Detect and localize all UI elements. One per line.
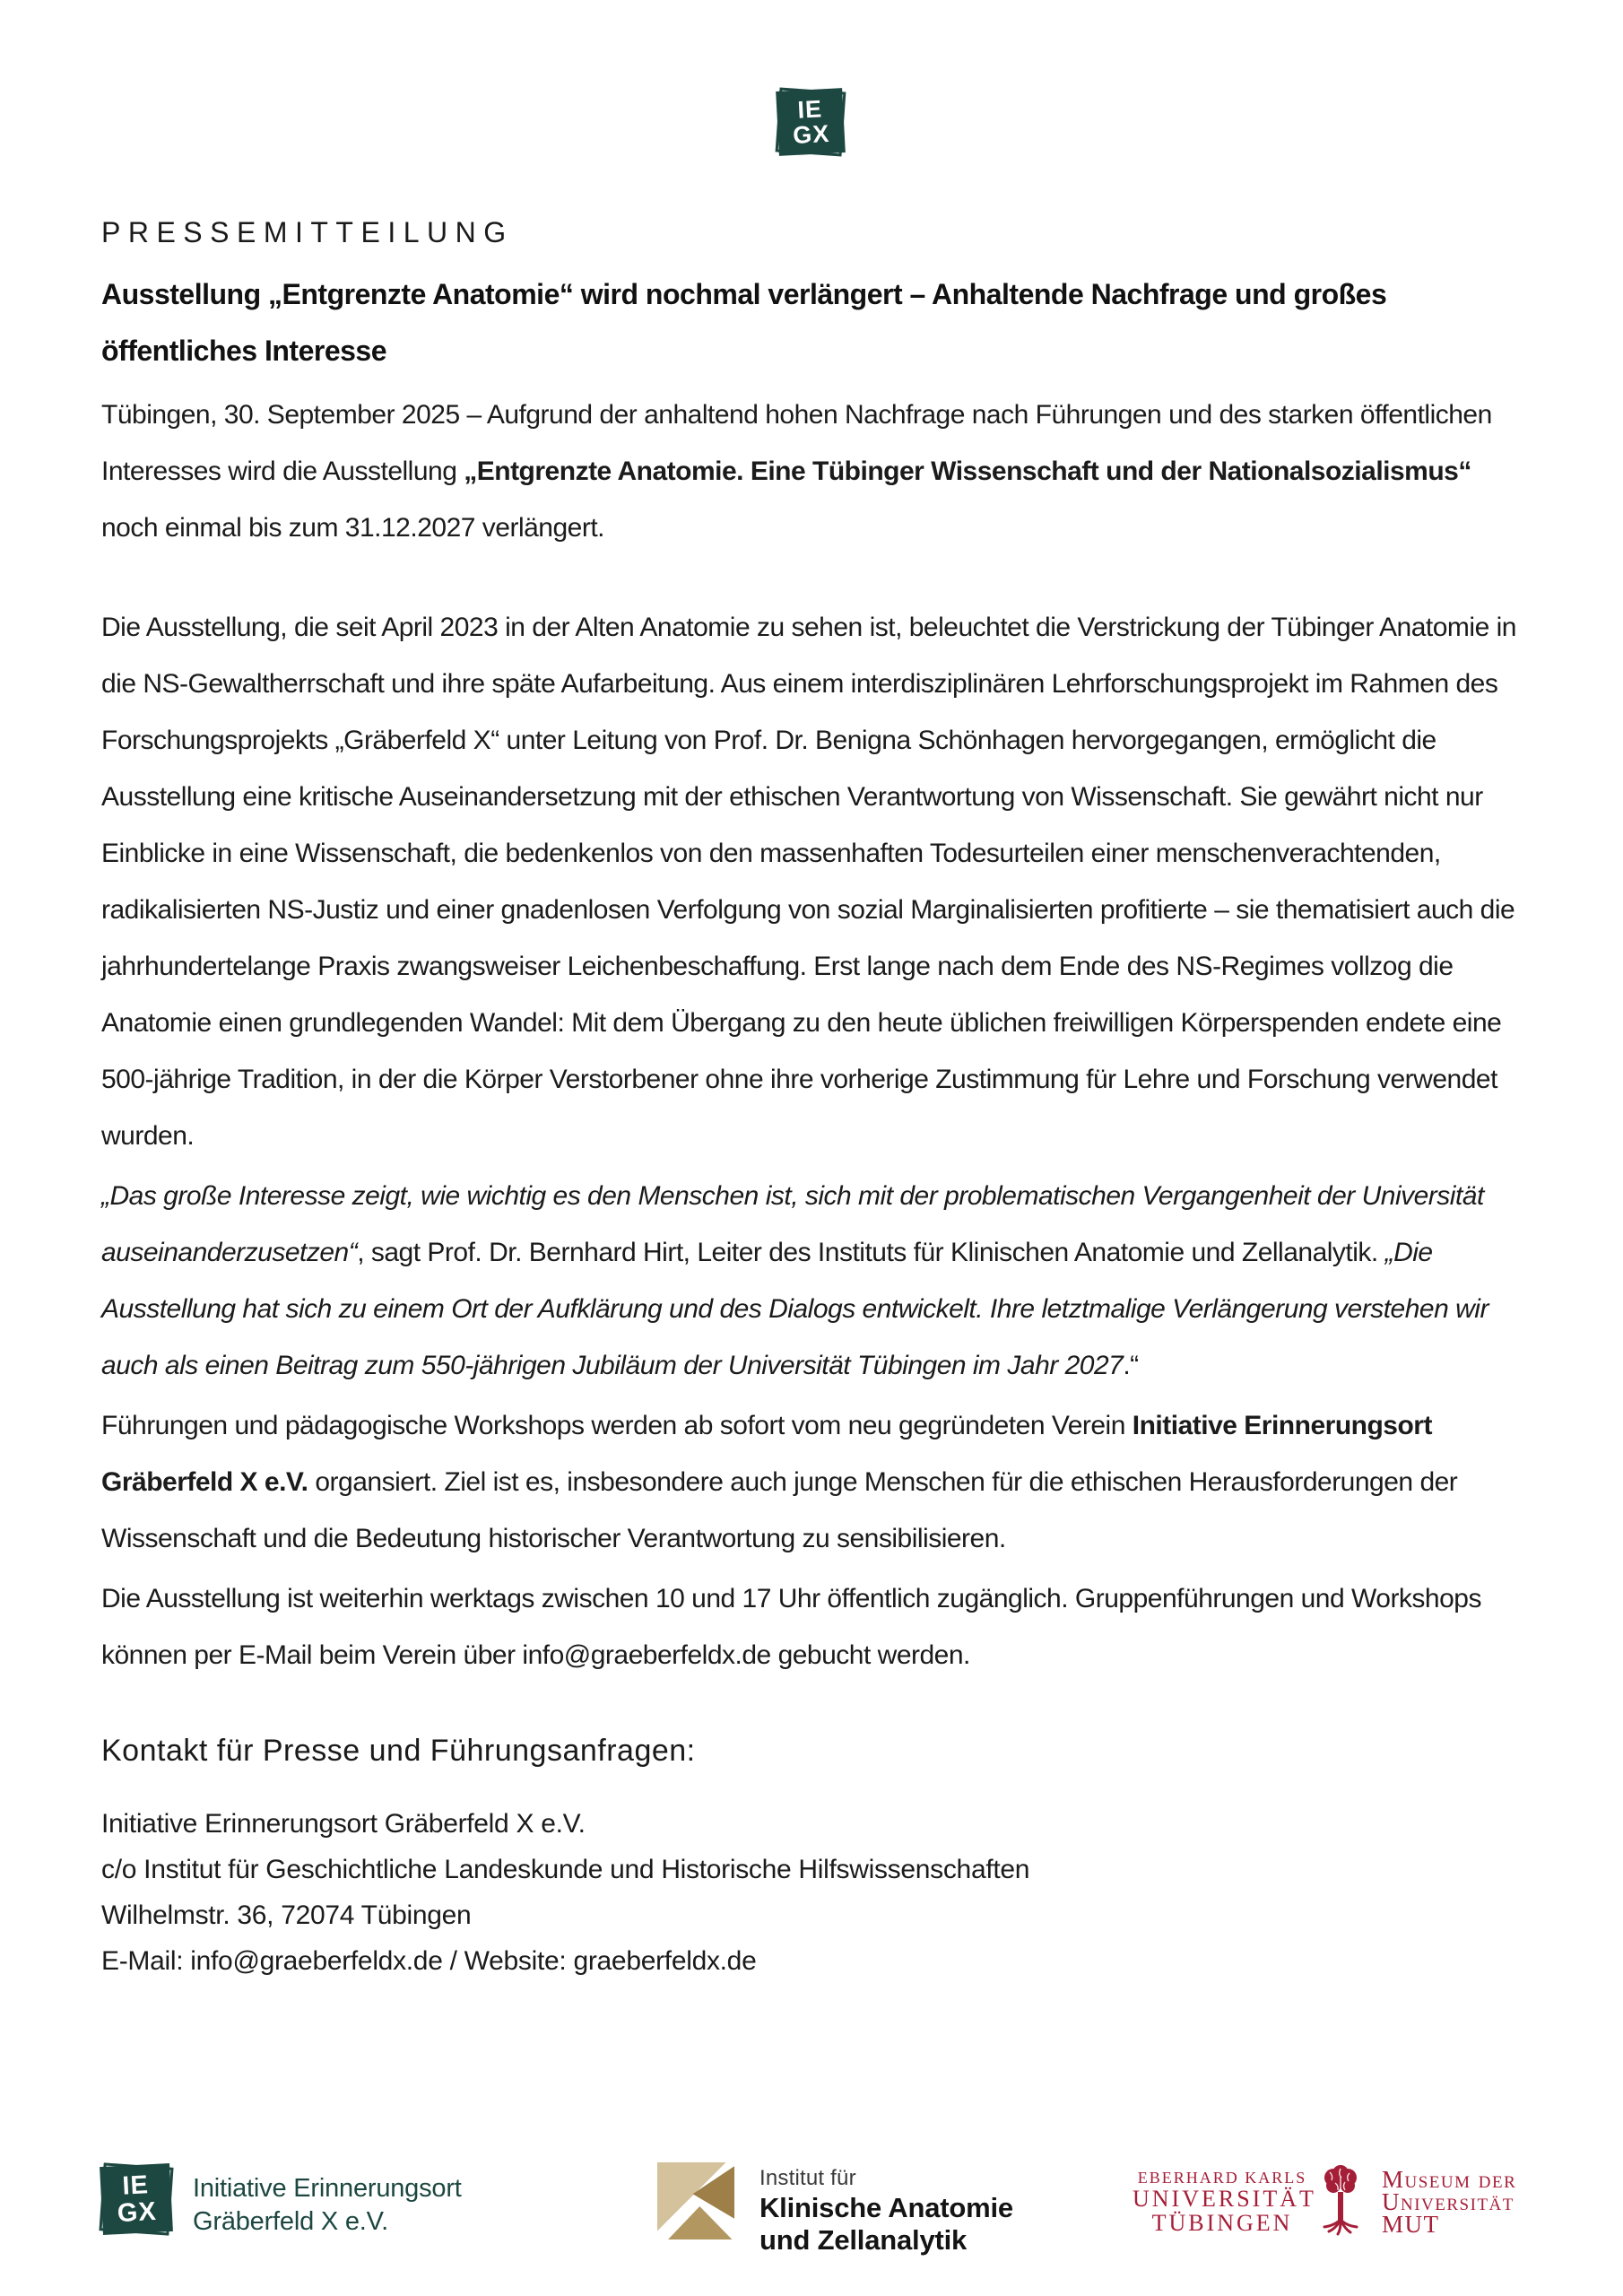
paragraph-schluss: Die Ausstellung ist weiterhin werktags zwischen 10 und 17 Uhr öffentlich zugänglich. Gruppenführungen und Workshops können per E-Mail beim Verein über info@graeberfeldx.de gebucht werden. — [101, 1584, 1481, 1670]
headline: Ausstellung „Entgrenzte Anatomie“ wird nochmal verlängert – Anhaltende Nachfrage und großes öffentliches Interesse — [101, 278, 1387, 367]
iegx-mark-icon — [101, 2165, 171, 2233]
contact-line-address: Wilhelmstr. 36, 72074 Tübingen — [101, 1900, 472, 1930]
iegx-mark-text-top: IE — [121, 2170, 150, 2201]
footer-iegx-name-line1: Initiative Erinnerungsort — [193, 2174, 462, 2203]
footer-anatomie-text — [759, 2161, 1013, 2257]
footer-mut-logo — [1382, 2166, 1517, 2238]
contact-line-org: Initiative Erinnerungsort Gräberfeld X e.V. — [101, 1809, 586, 1839]
footer-mut-line3: MUT — [1382, 2211, 1440, 2238]
footer-logo-strip — [101, 2152, 1522, 2269]
iegx-mark-box — [100, 2163, 173, 2235]
footer-anatomie-small: Institut für — [759, 2166, 856, 2190]
kicker-pressemitteilung: PRESSEMITTEILUNG — [101, 216, 514, 248]
paragraph-verein: Führungen und pädagogische Workshops werden ab sofort vom neu gegründeten Verein Initiative Erinnerungsort Gräberfeld X e.V. organsiert. Ziel ist es, insbesondere auch junge Menschen für die ethischen Herausforderungen der Wissenschaft und die Bedeutung historischer Verantwortung zu sensibilisieren. — [101, 1411, 1458, 1553]
iegx-mark-text-bottom: GX — [117, 2196, 158, 2229]
footer-mut-line1: Museum der — [1382, 2166, 1517, 2193]
iegx-logo — [777, 90, 844, 154]
contact-block — [101, 1801, 1522, 1984]
paragraph-intro: Tübingen, 30. September 2025 – Aufgrund der anhaltend hohen Nachfrage nach Führungen und des starken öffentlichen Interesses wird die Ausstellung „Entgrenzte Anatomie. Eine Tübinger Wissenschaft und der Nationalsozialismus“ noch einmal bis zum 31.12.2027 verlängert. — [101, 400, 1492, 543]
footer-anatomie-logo — [657, 2161, 1013, 2257]
iegx-logo-text-bottom: GX — [792, 119, 830, 150]
footer-uni-line2: TÜBINGEN — [1151, 2210, 1293, 2236]
contact-line-co: c/o Institut für Geschichtliche Landeskunde und Historische Hilfswissenschaften — [101, 1855, 1030, 1884]
footer-uni-small: EBERHARD KARLS — [1137, 2169, 1307, 2187]
iegx-logo-box — [776, 88, 846, 156]
footer-iegx-name — [193, 2165, 462, 2239]
footer-iegx-logo — [101, 2165, 462, 2239]
uni-tree-icon — [1323, 2165, 1358, 2239]
anatomie-k-icon — [657, 2161, 734, 2240]
footer-iegx-name-line2: Gräberfeld X e.V. — [193, 2207, 388, 2236]
footer-uni-line1: UNIVERSITÄT — [1133, 2186, 1316, 2212]
footer-anatomie-bold-line1: Klinische Anatomie — [759, 2192, 1013, 2223]
contact-heading: Kontakt für Presse und Führungsanfragen: — [101, 1734, 696, 1768]
paragraph-main: Die Ausstellung, die seit April 2023 in der Alten Anatomie zu sehen ist, beleuchtet die Verstrickung der Tübinger Anatomie in die NS-Gewaltherrschaft und ihre späte Aufarbeitung. Aus einem interdisziplinären Lehrforschungsprojekt im Rahmen des Forschungsprojekts „Gräberfeld X“ unter Leitung von Prof. Dr. Benigna Schönhagen hervorgegangen, ermöglicht die Ausstellung eine kritische Auseinandersetzung mit der ethischen Verantwortung von Wissenschaft. Sie gewährt nicht nur Einblicke in eine Wissenschaft, die bedenkenlos von den massenhaften Todesurteilen einer menschenverachtenden, radikalisierten NS-Justiz und einer gnadenlosen Verfolgung von sozial Marginalisierten profitierte – sie thematisiert auch die jahrhundertelange Praxis zwangsweiser Leichenbeschaffung. Erst lange nach dem Ende des NS-Regimes vollzog die Anatomie einen grundlegenden Wandel: Mit dem Übergang zu den heute üblichen freiwilligen Körperspenden endete eine 500-jährige Tradition, in der die Körper Verstorbener ohne ihre vorherige Zustimmung für Lehre und Forschung verwendet wurden. — [101, 613, 1516, 1151]
footer-anatomie-bold-line2: und Zellanalytik — [759, 2224, 968, 2256]
footer-uni-tuebingen-logo — [1133, 2169, 1316, 2236]
footer-mut-line2: Universität — [1382, 2188, 1515, 2215]
paragraph-quote: „Das große Interesse zeigt, wie wichtig es den Menschen ist, sich mit der problematischen Vergangenheit der Universität auseinanderzusetzen“, sagt Prof. Dr. Bernhard Hirt, Leiter des Instituts für Klinischen Anatomie und Zellanalytik. „Die Ausstellung hat sich zu einem Ort der Aufklärung und des Dialogs entwickelt. Ihre letztmalige Verlängerung verstehen wir auch als einen Beitrag zum 550-jährigen Jubiläum der Universität Tübingen im Jahr 2027.“ — [101, 1181, 1488, 1380]
contact-line-email-website: E-Mail: info@graeberfeldx.de / Website: graeberfeldx.de — [101, 1946, 757, 1976]
iegx-logo-text-top: IE — [796, 95, 823, 124]
document-body — [101, 204, 1522, 1984]
